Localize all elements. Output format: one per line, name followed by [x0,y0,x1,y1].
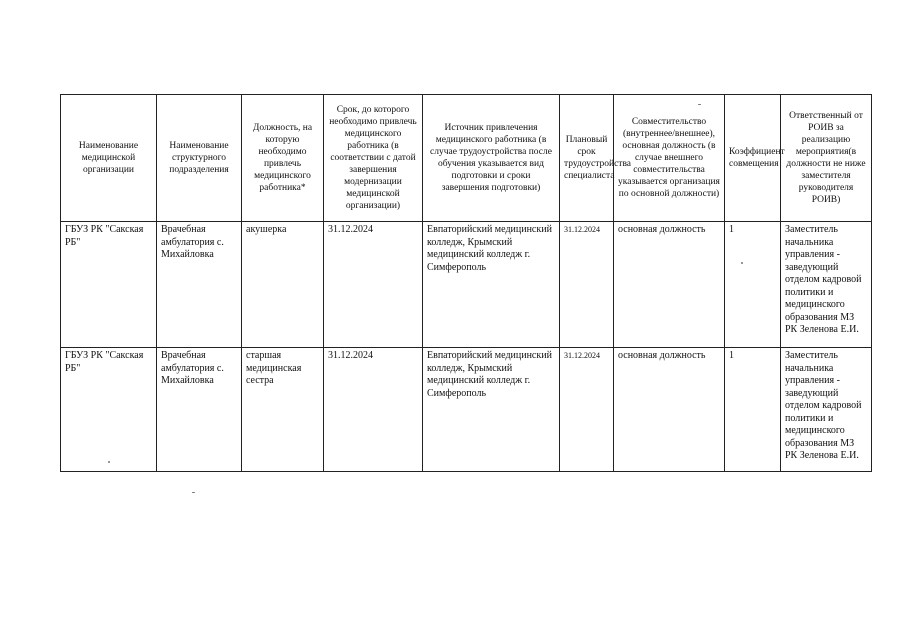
header-combination: Совместительство (внутреннее/внешнее), основная должность (в случае внешнего совместительства указывается организация по основной должности) [614,95,725,222]
header-organization: Наименование медицинской организации [61,95,157,222]
header-position: Должность, на которую необходимо привлечь медицинского работника* [242,95,324,222]
cell-position: акушерка [242,222,324,348]
header-responsible: Ответственный от РОИВ за реализацию мероприятия(в должности не ниже заместителя руководителя РОИВ) [781,95,872,222]
cell-coefficient: 1 [725,348,781,472]
cell-deadline: 31.12.2024 [324,348,423,472]
cell-organization: ГБУЗ РК "Сакская РБ" [61,222,157,348]
cell-planned-date: 31.12.2024 [560,348,614,472]
cell-responsible: Заместитель начальника управления - заведующий отделом кадровой политики и медицинского образования МЗ РК Зеленова Е.И. [781,348,872,472]
header-coefficient: Коэффициент совмещения [725,95,781,222]
header-planned-date: Плановый срок трудоустройства специалиста [560,95,614,222]
table-row [61,222,872,348]
cell-subdivision: Врачебная амбулатория с. Михайловка [157,348,242,472]
cell-coefficient: 1 [725,222,781,348]
cell-deadline: 31.12.2024 [324,222,423,348]
cell-responsible: Заместитель начальника управления - заведующий отделом кадровой политики и медицинского образования МЗ РК Зеленова Е.И. [781,222,872,348]
cell-combination: основная должность [614,348,725,472]
cell-source: Евпаторийский медицинский колледж, Крымский медицинский колледж г. Симферополь [423,222,560,348]
cell-source: Евпаторийский медицинский колледж, Крымский медицинский колледж г. Симферополь [423,348,560,472]
cell-position: старшая медицинская сестра [242,348,324,472]
cell-organization: ГБУЗ РК "Сакская РБ" [61,348,157,472]
header-row [61,95,872,222]
header-subdivision: Наименование структурного подразделения [157,95,242,222]
scan-speck [108,461,110,463]
cell-planned-date: 31.12.2024 [560,222,614,348]
cell-subdivision: Врачебная амбулатория с. Михайловка [157,222,242,348]
table-row [61,348,872,472]
header-deadline: Срок, до которого необходимо привлечь медицинского работника (в соответствии с датой завершения модернизации медицинской организации) [324,95,423,222]
cell-combination: основная должность [614,222,725,348]
header-source: Источник привлечения медицинского работника (в случае трудоустройства после обучения указывается вид подготовки и сроки завершения подготовки) [423,95,560,222]
scan-speck [741,262,743,264]
scan-speck [698,104,701,105]
staffing-table [60,94,872,472]
scan-speck [192,492,195,493]
